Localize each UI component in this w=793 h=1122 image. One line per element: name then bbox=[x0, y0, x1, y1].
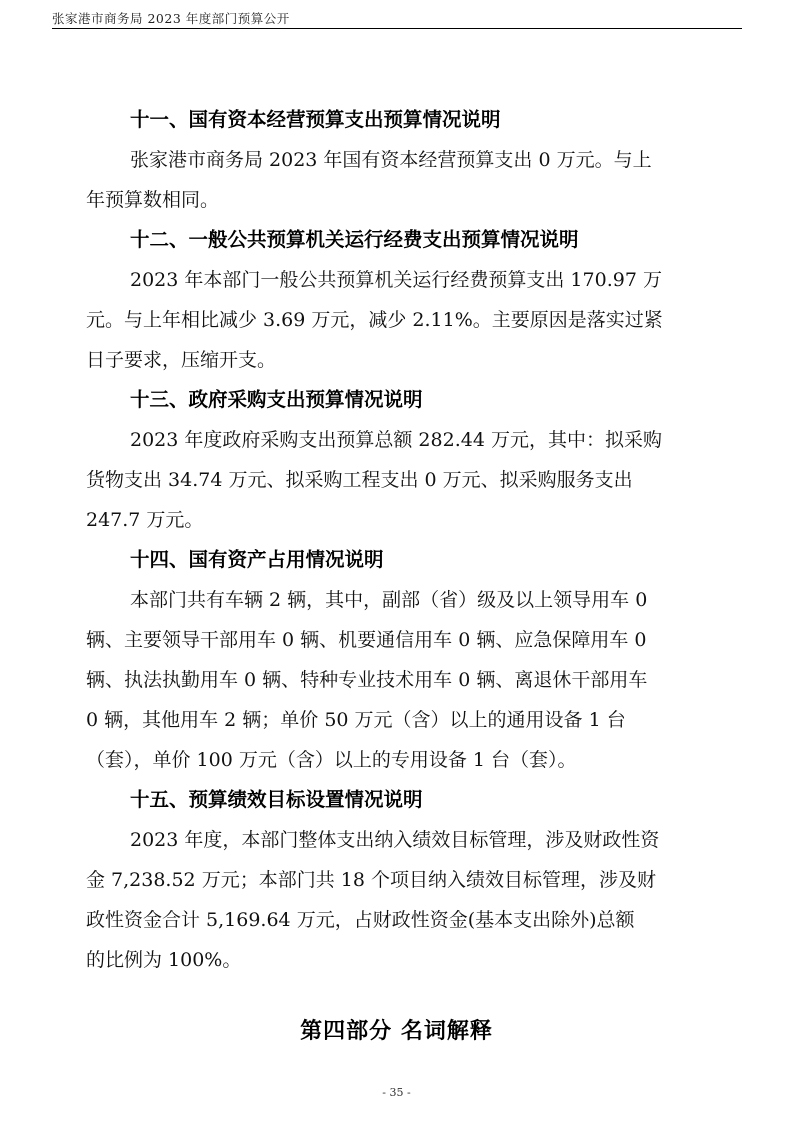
paragraph-line: 2023 年度政府采购支出预算总额 282.44 万元，其中：拟采购 bbox=[130, 429, 662, 451]
section-12 bbox=[86, 220, 711, 380]
section-14 bbox=[86, 540, 711, 780]
document-body bbox=[86, 100, 711, 980]
paragraph-line: 247.7 万元。 bbox=[86, 509, 204, 531]
part-title: 第四部分 名词解释 bbox=[300, 1019, 493, 1044]
section-paragraph bbox=[86, 580, 711, 780]
section-13 bbox=[86, 380, 711, 540]
paragraph-line: 本部门共有车辆 2 辆，其中，副部（省）级及以上领导用车 0 bbox=[130, 589, 648, 611]
paragraph-line: 的比例为 100%。 bbox=[86, 949, 242, 971]
paragraph-line: 辆、执法执勤用车 0 辆、特种专业技术用车 0 辆、离退休干部用车 bbox=[86, 669, 648, 691]
document-header: 张家港市商务局 2023 年度部门预算公开 bbox=[52, 11, 290, 26]
section-paragraph bbox=[86, 260, 711, 380]
paragraph-line: 日子要求，压缩开支。 bbox=[86, 349, 277, 371]
page-number: - 35 - bbox=[382, 1086, 411, 1099]
paragraph-line: 辆、主要领导干部用车 0 辆、机要通信用车 0 辆、应急保障用车 0 bbox=[86, 629, 647, 651]
paragraph-line: 2023 年度，本部门整体支出纳入绩效目标管理，涉及财政性资 bbox=[130, 829, 660, 851]
section-heading: 十五、预算绩效目标设置情况说明 bbox=[130, 788, 423, 811]
section-paragraph bbox=[86, 820, 711, 980]
paragraph-line: 0 辆，其他用车 2 辆；单价 50 万元（含）以上的通用设备 1 台 bbox=[86, 709, 626, 731]
paragraph-line: 政性资金合计 5,169.64 万元，占财政性资金(基本支出除外)总额 bbox=[86, 909, 635, 931]
paragraph-line: （套），单价 100 万元（含）以上的专用设备 1 台（套）。 bbox=[86, 749, 577, 771]
section-paragraph bbox=[86, 140, 711, 220]
section-heading: 十四、国有资产占用情况说明 bbox=[130, 548, 384, 571]
paragraph-line: 张家港市商务局 2023 年国有资本经营预算支出 0 万元。与上 bbox=[130, 149, 652, 171]
section-heading: 十一、国有资本经营预算支出预算情况说明 bbox=[130, 108, 501, 131]
paragraph-line: 2023 年本部门一般公共预算机关运行经费预算支出 170.97 万 bbox=[130, 269, 662, 291]
paragraph-line: 年预算数相同。 bbox=[86, 189, 220, 211]
paragraph-line: 货物支出 34.74 万元、拟采购工程支出 0 万元、拟采购服务支出 bbox=[86, 469, 633, 491]
paragraph-line: 元。与上年相比减少 3.69 万元，减少 2.11%。主要原因是落实过紧 bbox=[86, 309, 663, 331]
section-heading: 十二、一般公共预算机关运行经费支出预算情况说明 bbox=[130, 228, 579, 251]
section-paragraph bbox=[86, 420, 711, 540]
header-divider bbox=[52, 28, 742, 29]
section-heading: 十三、政府采购支出预算情况说明 bbox=[130, 388, 423, 411]
section-11 bbox=[86, 100, 711, 220]
section-15 bbox=[86, 780, 711, 980]
paragraph-line: 金 7,238.52 万元；本部门共 18 个项目纳入绩效目标管理，涉及财 bbox=[86, 869, 656, 891]
